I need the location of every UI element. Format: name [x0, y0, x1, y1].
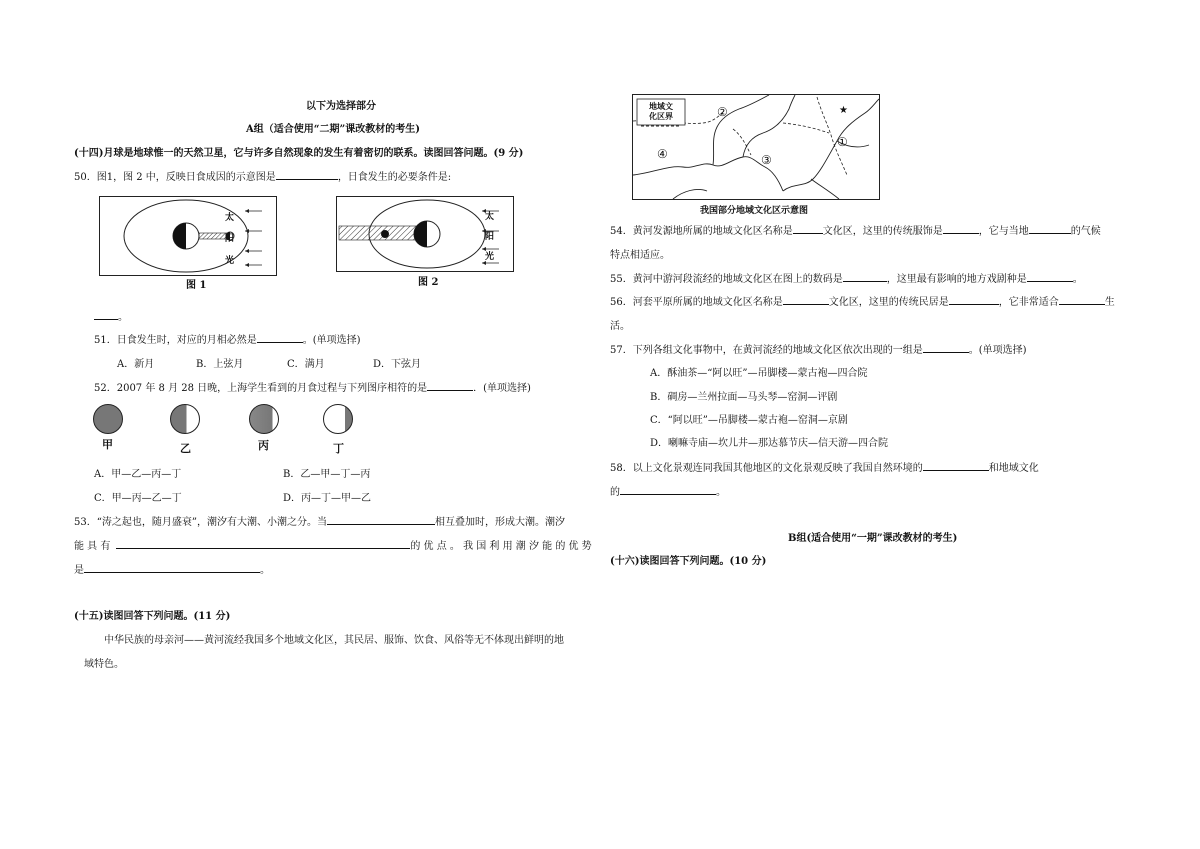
q53-text-a: 53．“涛之起也，随月盛衰”，潮汐有大潮、小潮之分。当 [74, 517, 327, 528]
q52-blank[interactable] [427, 381, 473, 391]
q57-option-a[interactable]: A．酥油茶—“阿以旺”—吊脚楼—蒙古袍—四合院 [650, 368, 868, 379]
page-heading: 以下为选择部分 [306, 101, 376, 112]
figure-1 [99, 196, 277, 276]
moon-bing-label: 丙 [258, 439, 269, 452]
q58-text-b: 和地域文化 [988, 463, 1039, 474]
q54-blank-1[interactable] [793, 224, 823, 234]
q55-text-c: 。 [1072, 274, 1083, 285]
q52-option-a[interactable]: A．甲—乙—丙—丁 [94, 469, 182, 480]
q53-text-f: 。 [260, 565, 270, 576]
map-legend-line-1: 地域文 [649, 101, 673, 111]
q50-text-b: ，日食发生的必要条件是: [337, 172, 452, 183]
q53-blank-1[interactable] [327, 515, 435, 525]
section14-intro: (十四)月球是地球惟一的天然卫星，它与许多自然现象的发生有着密切的联系。读图回答问题。(9 分) [74, 148, 524, 159]
q56-blank-3[interactable] [1059, 295, 1105, 305]
q54-text-d: 的气候 [1070, 226, 1101, 237]
q54-text-b: 文化区，这里的传统服饰是 [822, 226, 943, 237]
figure-1-diagram [100, 197, 276, 275]
map-region-3: ③ [761, 153, 772, 167]
q51-option-a[interactable]: A．新月 [117, 359, 155, 370]
question-56-line-1 [610, 293, 1115, 308]
map-region-1: ① [837, 135, 848, 149]
question-51 [94, 331, 361, 346]
q51-blank[interactable] [257, 333, 303, 343]
cultural-region-map [632, 94, 880, 200]
q54-text-c: ，它与当地 [978, 226, 1029, 237]
moon-jia-label: 甲 [102, 438, 113, 451]
question-58-line-2 [610, 483, 726, 498]
section15-paragraph-line-2: 域特色。 [84, 659, 124, 670]
question-53-line-3 [74, 561, 270, 576]
moon-jia-icon [93, 404, 123, 434]
q51-option-d[interactable]: D．下弦月 [373, 359, 422, 370]
q55-text-b: ，这里最有影响的地方戏剧种是 [886, 274, 1027, 285]
q57-blank[interactable] [923, 343, 969, 353]
q56-text-d: 生 [1104, 297, 1115, 308]
q58-text-d: 。 [716, 487, 726, 498]
q58-text-a: 58．以上文化景观连同我国其他地区的文化景观反映了我国自然环境的 [610, 463, 923, 474]
map-caption: 我国部分地域文化区示意图 [700, 206, 809, 216]
q53-text-b: 相互叠加时，形成大潮。潮汐 [434, 517, 565, 528]
q56-text-c: ，它非常适合 [998, 297, 1059, 308]
q57-tail: 。(单项选择) [968, 345, 1027, 356]
q58-blank-1[interactable] [923, 461, 989, 471]
question-53-line-2 [74, 537, 592, 552]
section15-intro: (十五)读图回答下列问题。(11 分) [74, 611, 231, 622]
fig2-sun-char-1: 太 [485, 212, 495, 222]
q55-text-a: 55．黄河中游河段流经的地域文化区在图上的数码是 [610, 274, 843, 285]
moon-ding-icon [323, 404, 353, 434]
fig1-sun-char-1: 太 [225, 213, 235, 223]
q57-option-d[interactable]: D．喇嘛寺庙—坎儿井—那达慕节庆—信天游—四合院 [650, 438, 889, 449]
q52-option-c[interactable]: C．甲—丙—乙—丁 [94, 493, 182, 504]
question-56-line-2: 活。 [610, 321, 630, 332]
figure-2 [336, 196, 514, 272]
question-53-line-1 [74, 513, 565, 528]
q51-text: 51．日食发生时，对应的月相必然是 [94, 335, 257, 346]
fig1-sun-char-3: 光 [225, 256, 235, 266]
q50-blank-2[interactable] [94, 310, 118, 320]
question-52 [94, 379, 531, 394]
q55-blank-2[interactable] [1027, 272, 1073, 282]
q56-blank-2[interactable] [949, 295, 999, 305]
moon-ding-label: 丁 [333, 442, 344, 455]
q52-option-d[interactable]: D．丙—丁—甲—乙 [283, 493, 372, 504]
q56-text-a: 56．河套平原所属的地域文化区名称是 [610, 297, 783, 308]
question-55 [610, 270, 1083, 285]
map-star-icon: ★ [839, 105, 848, 116]
moon-yi-icon [170, 404, 200, 434]
section16-intro: (十六)读图回答下列问题。(10 分) [610, 556, 767, 567]
q54-text-a: 54．黄河发源地所属的地域文化区名称是 [610, 226, 793, 237]
q53-blank-2[interactable] [116, 539, 410, 549]
q57-option-b[interactable]: B．碉房—兰州拉面—马头琴—窑洞—评剧 [650, 392, 838, 403]
q50-answer-line [94, 308, 128, 323]
q55-blank-1[interactable] [843, 272, 887, 282]
q52-text: 52．2007 年 8 月 28 日晚，上海学生看到的月食过程与下列图序相符的是 [94, 383, 428, 394]
q56-text-b: 文化区，这里的传统民居是 [828, 297, 949, 308]
map-legend-line-2: 化区界 [649, 111, 673, 121]
question-57 [610, 341, 1027, 356]
map-region-4: ④ [657, 147, 668, 161]
figure-1-label: 图 1 [186, 280, 207, 291]
fig1-sun-char-2: 阳 [225, 234, 235, 244]
q54-blank-3[interactable] [1029, 224, 1071, 234]
q56-blank-1[interactable] [783, 295, 829, 305]
section15-paragraph-line-1: 中华民族的母亲河——黄河流经我国多个地域文化区，其民居、服饰、饮食、风俗等无不体现出鲜明的地 [104, 635, 564, 646]
q52-option-b[interactable]: B．乙—甲—丁—丙 [283, 469, 371, 480]
q50-blank-1[interactable] [276, 170, 338, 180]
q54-blank-2[interactable] [943, 224, 979, 234]
question-54-line-1 [610, 222, 1101, 237]
q52-tail: ．(单项选择) [473, 383, 531, 394]
q58-blank-2[interactable] [620, 485, 716, 495]
moon-bing-icon [249, 404, 279, 434]
q51-option-b[interactable]: B．上弦月 [196, 359, 244, 370]
q53-text-e: 是 [74, 565, 84, 576]
question-54-line-2: 特点相适应。 [610, 250, 670, 261]
question-50 [74, 168, 451, 183]
fig2-sun-char-2: 阳 [485, 232, 495, 242]
map-region-2: ② [717, 105, 728, 119]
q51-option-c[interactable]: C．满月 [287, 359, 325, 370]
q57-text: 57．下列各组文化事物中，在黄河流经的地域文化区依次出现的一组是 [610, 345, 923, 356]
q51-tail: 。(单项选择) [302, 335, 361, 346]
q58-text-c: 的 [610, 487, 620, 498]
figure-2-label: 图 2 [418, 277, 439, 288]
fig2-sun-char-3: 光 [485, 252, 495, 262]
q53-text-d: 的 优 点 。 我 国 利 用 潮 汐 能 的 优 势 [410, 541, 592, 552]
group-a-title: A组（适合使用“二期”课改教材的考生) [246, 124, 420, 135]
group-b-title: B组(适合使用“一期”课改教材的考生) [788, 533, 958, 544]
question-58-line-1 [610, 459, 1039, 474]
q53-text-c: 能 具 有 [74, 541, 111, 552]
q57-option-c[interactable]: C．“阿以旺”—吊脚楼—蒙古袍—窑洞—京剧 [650, 415, 848, 426]
q53-blank-3[interactable] [84, 563, 260, 573]
q50-text-a: 50．图1，图 2 中，反映日食成因的示意图是 [74, 172, 276, 183]
moon-yi-label: 乙 [180, 442, 191, 455]
q50-end: 。 [118, 312, 128, 323]
